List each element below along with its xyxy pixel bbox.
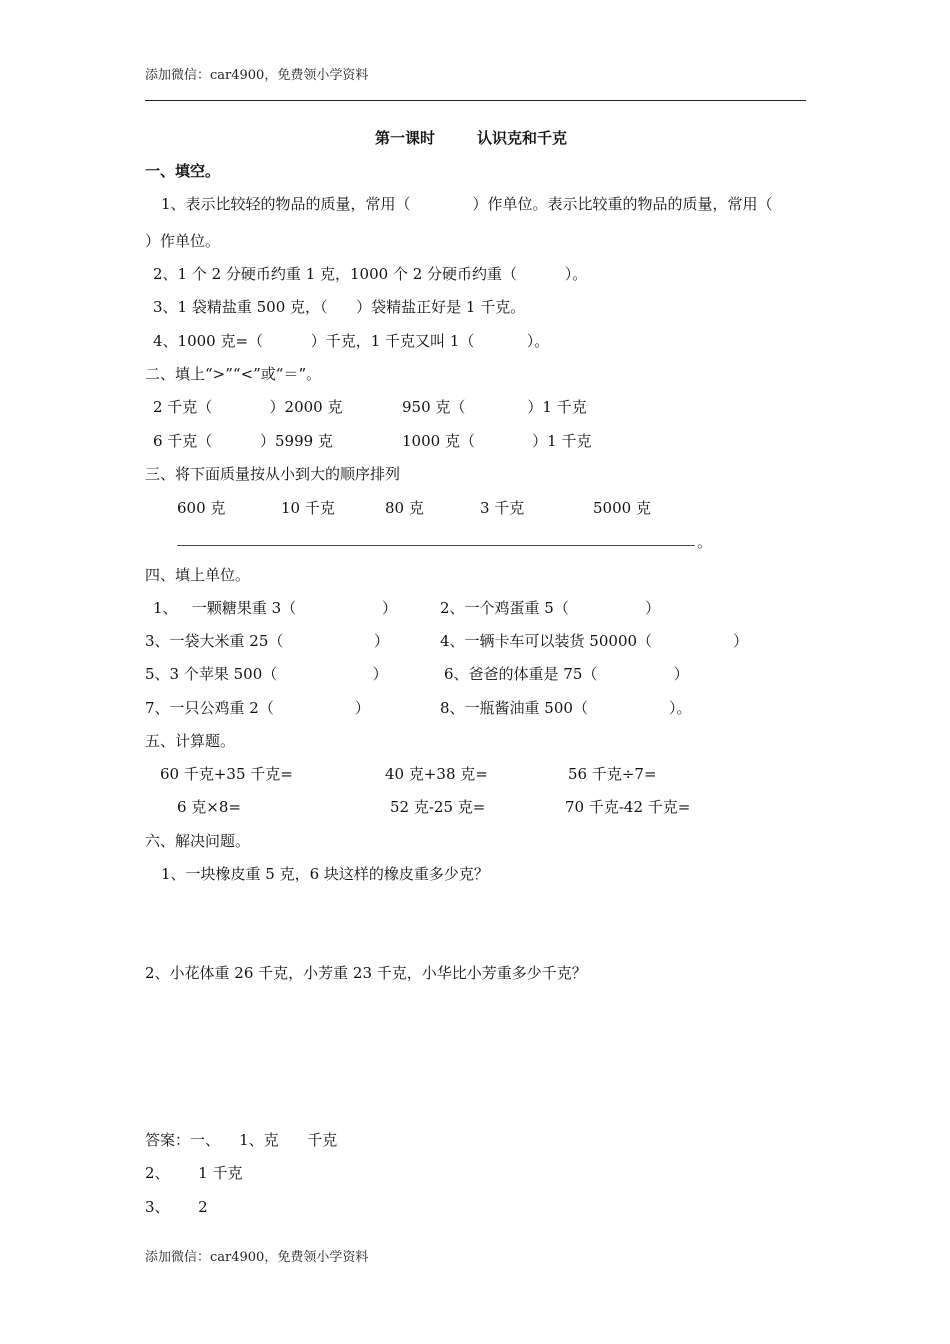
calc-item: 60 千克+35 千克= [160, 765, 293, 783]
mass-item: 5000 克 [593, 499, 651, 517]
question-3: 3、1 袋精盐重 500 克，（ ）袋精盐正好是 1 千克。 [153, 298, 526, 316]
compare-item: 2 千克（ ）2000 克 [153, 398, 343, 416]
question-4: 4、1000 克=（ ）千克，1 千克又叫 1（ ）。 [153, 332, 550, 350]
calc-item: 52 克-25 克= [390, 798, 486, 816]
problem-1: 1、一块橡皮重 5 克，6 块这样的橡皮重多少克？ [161, 865, 489, 883]
question-2: 2、1 个 2 分硬币约重 1 克，1000 个 2 分硬币约重（ ）。 [153, 265, 588, 283]
unit-item: 5、3 个苹果 500（ ） [145, 665, 388, 683]
unit-item: 1、 一颗糖果重 3（ ） [153, 599, 397, 617]
answer-line-period: 。 [697, 533, 713, 551]
mass-item: 600 克 [177, 499, 226, 517]
calc-item: 40 克+38 克= [385, 765, 488, 783]
unit-item: 6、爸爸的体重是 75（ ） [444, 665, 689, 683]
unit-item: 2、一个鸡蛋重 5（ ） [440, 599, 661, 617]
question-1-line-2: ）作单位。 [145, 232, 221, 250]
calc-item: 70 千克-42 千克= [565, 798, 691, 816]
page-footer: 添加微信：car4900，免费领小学资料 [145, 1250, 369, 1265]
section-4-heading: 四、填上单位。 [145, 566, 251, 584]
section-5-heading: 五、计算题。 [145, 732, 236, 750]
compare-item: 6 千克（ ）5999 克 [153, 432, 333, 450]
unit-item: 4、一辆卡车可以装货 50000（ ） [440, 632, 749, 650]
section-3-heading: 三、将下面质量按从小到大的顺序排列 [145, 465, 401, 483]
answer-line: 3、 2 [145, 1198, 208, 1216]
section-1-heading: 一、填空。 [145, 162, 221, 180]
mass-item: 3 千克 [480, 499, 525, 517]
unit-item: 3、一袋大米重 25（ ） [145, 632, 389, 650]
mass-item: 10 千克 [281, 499, 335, 517]
section-2-heading: 二、填上“>”“<”或“＝”。 [145, 365, 322, 383]
compare-item: 1000 克（ ）1 千克 [402, 432, 592, 450]
answer-blank-line [177, 545, 695, 546]
compare-item: 950 克（ ）1 千克 [402, 398, 587, 416]
header-rule [145, 100, 806, 101]
page-header: 添加微信：car4900，免费领小学资料 [145, 68, 369, 83]
calc-item: 6 克×8= [177, 798, 241, 816]
question-1-line-1: 1、表示比较轻的物品的质量，常用（ ）作单位。表示比较重的物品的质量，常用（ [161, 195, 773, 213]
problem-2: 2、小花体重 26 千克，小芳重 23 千克，小华比小芳重多少千克？ [145, 964, 587, 982]
unit-item: 7、一只公鸡重 2（ ） [145, 699, 370, 717]
unit-item: 8、一瓶酱油重 500（ ）。 [440, 699, 692, 717]
answer-line: 答案：一、 1、克 千克 [145, 1131, 338, 1149]
lesson-title: 认识克和千克 [477, 129, 568, 147]
answer-line: 2、 1 千克 [145, 1164, 243, 1182]
lesson-number: 第一课时 [375, 129, 436, 147]
section-6-heading: 六、解决问题。 [145, 832, 251, 850]
mass-item: 80 克 [385, 499, 424, 517]
calc-item: 56 千克÷7= [568, 765, 657, 783]
